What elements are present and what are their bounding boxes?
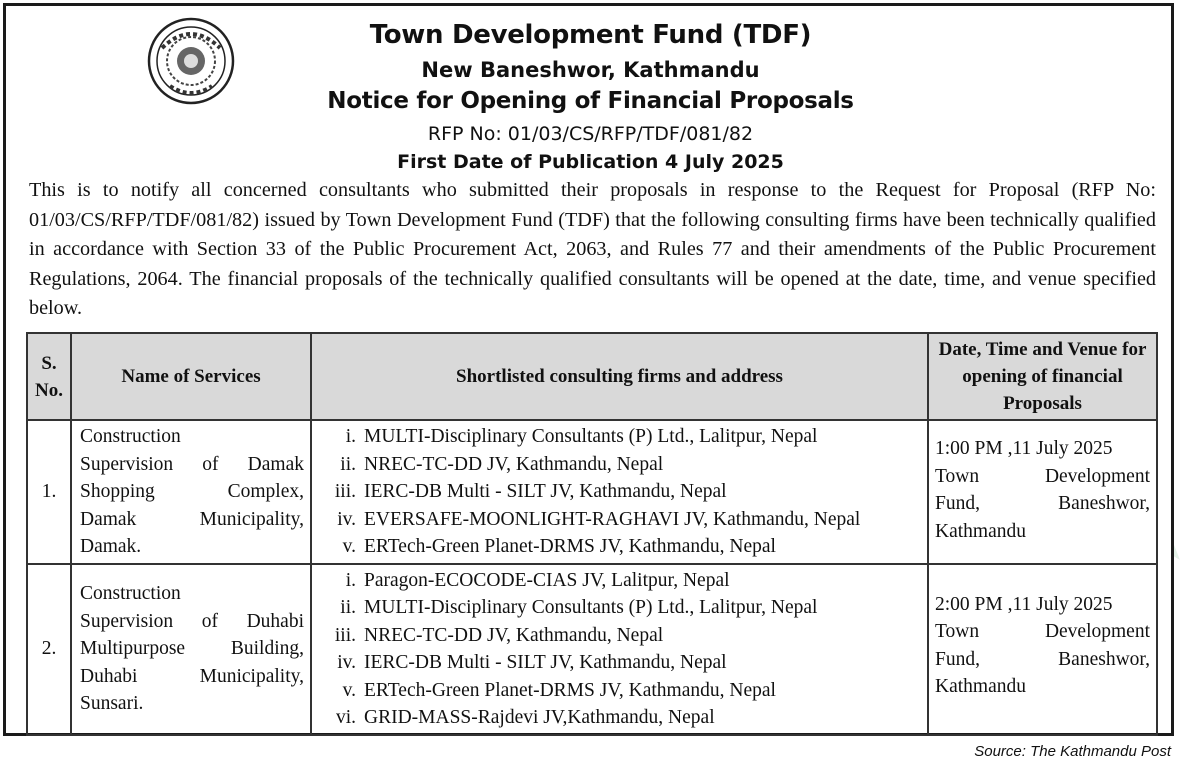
shortlist-table [26,332,1158,736]
list-item: iv. EVERSAFE-MOONLIGHT-RAGHAVI JV, Kathmandu, Nepal [337,508,861,530]
service-line: Supervision of Duhabi [80,610,304,632]
service-line: Supervision of Damak [80,453,304,475]
row-firms [311,420,928,564]
org-name-heading: Town Development Fund (TDF) [369,20,812,50]
list-item: iv. IERC-DB Multi - SILT JV, Kathmandu, Nepal [337,652,727,673]
header-sno: S. No. [27,333,71,420]
header-firms: Shortlisted consulting firms and address [311,333,928,420]
rfp-number: RFP No: 01/03/CS/RFP/TDF/081/82 [427,123,754,145]
row-service [71,420,311,564]
list-item: i. MULTI-Disciplinary Consultants (P) Ltd., Lalitpur, Nepal [345,426,818,447]
list-item: vi. GRID-MASS-Rajdevi JV,Kathmandu, Nepal [335,707,715,728]
row-firms [311,564,928,735]
service-line: Damak Municipality, [80,508,304,530]
header-service: Name of Services [71,333,311,420]
intro-paragraph: This is to notify all concerned consultants who submitted their proposals in response to the Request for Proposal (RFP No: 01/03/CS/RFP/TDF/081/82) issued by Town Development Fund (TDF) that the following consulting firms have been technically qualified in accordance with Section 33 of the Public Procurement Act, 2063, and Rules 77 and their amendments of the Public Procurement Regulations, 2064. The financial proposals of the technically qualified consultants will be opened at the date, time, and venue specified below. [29,179,1156,320]
row-venue [928,420,1157,564]
venue-datetime: 1:00 PM ,11 July 2025 [935,438,1113,459]
service-line: Multipurpose Building, [80,638,304,660]
row-venue [928,564,1157,735]
row-service [71,564,311,735]
list-item: v. ERTech-Green Planet-DRMS JV, Kathmandu, Nepal [342,536,776,557]
notice-title: Notice for Opening of Financial Proposals [327,88,854,114]
list-item: iii. NREC-TC-DD JV, Kathmandu, Nepal [334,624,664,646]
list-item: v. ERTech-Green Planet-DRMS JV, Kathmandu, Nepal [342,679,776,701]
list-item: ii. NREC-TC-DD JV, Kathmandu, Nepal [340,453,664,475]
table-row [27,564,1157,735]
service-line: Shopping Complex, [80,481,304,502]
venue-line: Kathmandu [935,520,1026,542]
venue-line: Fund, Baneshwor, [935,648,1150,670]
venue-line: Town Development [935,621,1150,642]
list-item: ii. MULTI-Disciplinary Consultants (P) Ltd., Lalitpur, Nepal [340,597,818,618]
table-header-row [27,333,1157,420]
service-line: Sunsari. [80,693,144,715]
source-credit: Source: The Kathmandu Post [974,743,1171,760]
table-row [27,420,1157,564]
service-line: Construction [80,583,181,605]
list-item: iii. IERC-DB Multi - SILT JV, Kathmandu, Nepal [334,481,727,502]
publication-date: First Date of Publication 4 July 2025 [397,151,784,173]
service-line: Construction [80,426,181,447]
row-sno: 2. [27,564,71,735]
location-heading: New Baneshwor, Kathmandu [421,58,760,82]
venue-line: Fund, Baneshwor, [935,493,1150,514]
list-item: i. Paragon-ECOCODE-CIAS JV, Lalitpur, Nepal [345,569,730,591]
row-sno: 1. [27,420,71,564]
venue-line: Kathmandu [935,676,1026,697]
service-line: Damak. [80,536,142,557]
venue-datetime: 2:00 PM ,11 July 2025 [935,593,1113,615]
venue-line: Town Development [935,465,1150,487]
header-venue: Date, Time and Venue for opening of financial Proposals [928,333,1157,420]
service-line: Duhabi Municipality, [80,665,304,687]
